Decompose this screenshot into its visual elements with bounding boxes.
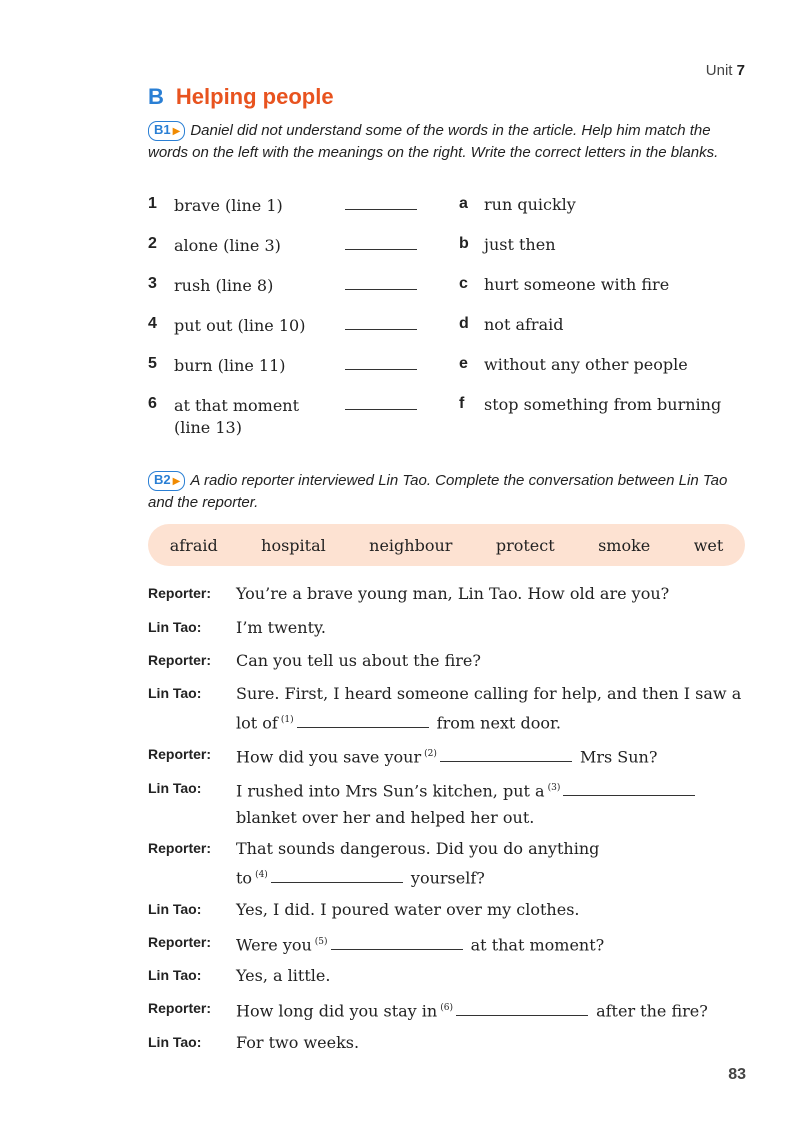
dialog-line: How did you save your $^{(2)}$ Mrs Sun? (236, 747, 658, 767)
match-number: 3 (148, 275, 157, 292)
b1-badge: B1 ▶ (148, 121, 185, 141)
play-icon: ▶ (172, 476, 181, 487)
speaker-label: Lin Tao: (148, 901, 202, 917)
match-number: 1 (148, 195, 157, 212)
word-bank-item: wet (693, 535, 724, 555)
b1-instruction-text: Daniel did not understand some of the words in the article. Help him match the words on the left with the meanings on the right. Write the correct letters in the blanks. (148, 122, 719, 161)
match-word: brave (line 1) (174, 196, 283, 215)
blank-number: (5) (314, 937, 328, 947)
b2-instruction-text: A radio reporter interviewed Lin Tao. Complete the conversation between Lin Tao and the reporter. (148, 472, 728, 511)
dialog-line: You’re a brave young man, Lin Tao. How old are you? (236, 584, 670, 603)
match-letter: f (459, 395, 465, 412)
speaker-label: Lin Tao: (148, 780, 202, 796)
blank-number: (1) (280, 715, 294, 725)
speaker-label: Lin Tao: (148, 967, 202, 983)
match-meaning: just then (484, 235, 556, 254)
answer-blank[interactable] (297, 713, 429, 728)
unit-label (706, 62, 745, 79)
dialog-line: How long did you stay in $^{(6)}$ after the fire? (236, 1001, 708, 1021)
dialog-line: Yes, I did. I poured water over my clothes. (236, 900, 580, 919)
dialog-line: I’m twenty. (236, 618, 326, 637)
word-bank-item: afraid (169, 535, 218, 555)
word-bank (148, 524, 745, 566)
answer-blank[interactable] (331, 935, 463, 950)
dialog-line: Can you tell us about the fire? (236, 651, 481, 670)
match-number: 2 (148, 235, 157, 252)
speaker-label: Lin Tao: (148, 619, 202, 635)
word-bank-item: smoke (598, 535, 651, 555)
match-number: 4 (148, 315, 157, 332)
match-letter: d (459, 315, 469, 332)
blank-number: (4) (255, 870, 268, 880)
match-meaning: run quickly (484, 195, 576, 214)
speaker-label: Reporter: (148, 652, 212, 668)
blank-number: (3) (547, 783, 561, 793)
answer-blank[interactable] (345, 249, 417, 250)
match-meaning: not afraid (484, 315, 564, 334)
play-icon: ▶ (172, 126, 181, 137)
match-number: 5 (148, 355, 157, 372)
match-word: put out (line 10) (174, 316, 306, 335)
section-title (148, 84, 334, 110)
dialog-line: That sounds dangerous. Did you do anything to $^{(4)}$ yourself? (236, 839, 600, 888)
blank-number: (6) (440, 1003, 453, 1013)
match-word: burn (line 11) (174, 356, 286, 375)
match-letter: a (459, 195, 468, 212)
page-number: 83 (728, 1066, 746, 1083)
answer-blank[interactable] (345, 409, 417, 410)
word-bank-item: neighbour (369, 535, 453, 555)
match-letter: e (459, 355, 468, 372)
answer-blank[interactable] (456, 1001, 588, 1016)
b2-badge: B2 ▶ (148, 471, 185, 491)
word-bank-item: protect (495, 535, 555, 555)
b2-instruction (148, 470, 748, 514)
speaker-label: Lin Tao: (148, 1034, 202, 1050)
match-letter: c (459, 275, 468, 292)
answer-blank[interactable] (440, 747, 572, 762)
speaker-label: Reporter: (148, 934, 212, 950)
section-letter: B (148, 84, 164, 109)
match-word: alone (line 3) (174, 236, 281, 255)
speaker-label: Lin Tao: (148, 685, 202, 701)
answer-blank[interactable] (271, 868, 403, 883)
match-word: at that moment (line 13) (174, 396, 300, 437)
speaker-label: Reporter: (148, 585, 212, 601)
match-meaning: stop something from burning (484, 395, 722, 414)
match-meaning: hurt someone with fire (484, 275, 670, 294)
answer-blank[interactable] (563, 781, 695, 796)
section-title-text: Helping people (175, 84, 334, 109)
dialog-line: Were you $^{(5)}$ at that moment? (236, 935, 605, 955)
match-meaning: without any other people (484, 355, 688, 374)
b1-instruction (148, 120, 748, 164)
speaker-label: Reporter: (148, 1000, 212, 1016)
dialog-line: Yes, a little. (236, 966, 331, 985)
unit-number: 7 (736, 62, 745, 79)
word-bank-item: hospital (261, 535, 326, 555)
dialog-line: Sure. First, I heard someone calling for help, and then I saw a lot of $^{(1)}$ from next door. (236, 684, 742, 733)
answer-blank[interactable] (345, 329, 417, 330)
blank-number: (2) (424, 749, 437, 759)
dialog-line: I rushed into Mrs Sun’s kitchen, put a $^{(3)}$ blanket over her and helped her out. (236, 775, 706, 831)
answer-blank[interactable] (345, 209, 417, 210)
answer-blank[interactable] (345, 289, 417, 290)
match-word: rush (line 8) (174, 276, 274, 295)
match-letter: b (459, 235, 469, 252)
speaker-label: Reporter: (148, 840, 212, 856)
answer-blank[interactable] (345, 369, 417, 370)
match-number: 6 (148, 395, 157, 412)
dialog-line: For two weeks. (236, 1033, 360, 1052)
unit-label-text: Unit (705, 62, 733, 79)
speaker-label: Reporter: (148, 746, 212, 762)
